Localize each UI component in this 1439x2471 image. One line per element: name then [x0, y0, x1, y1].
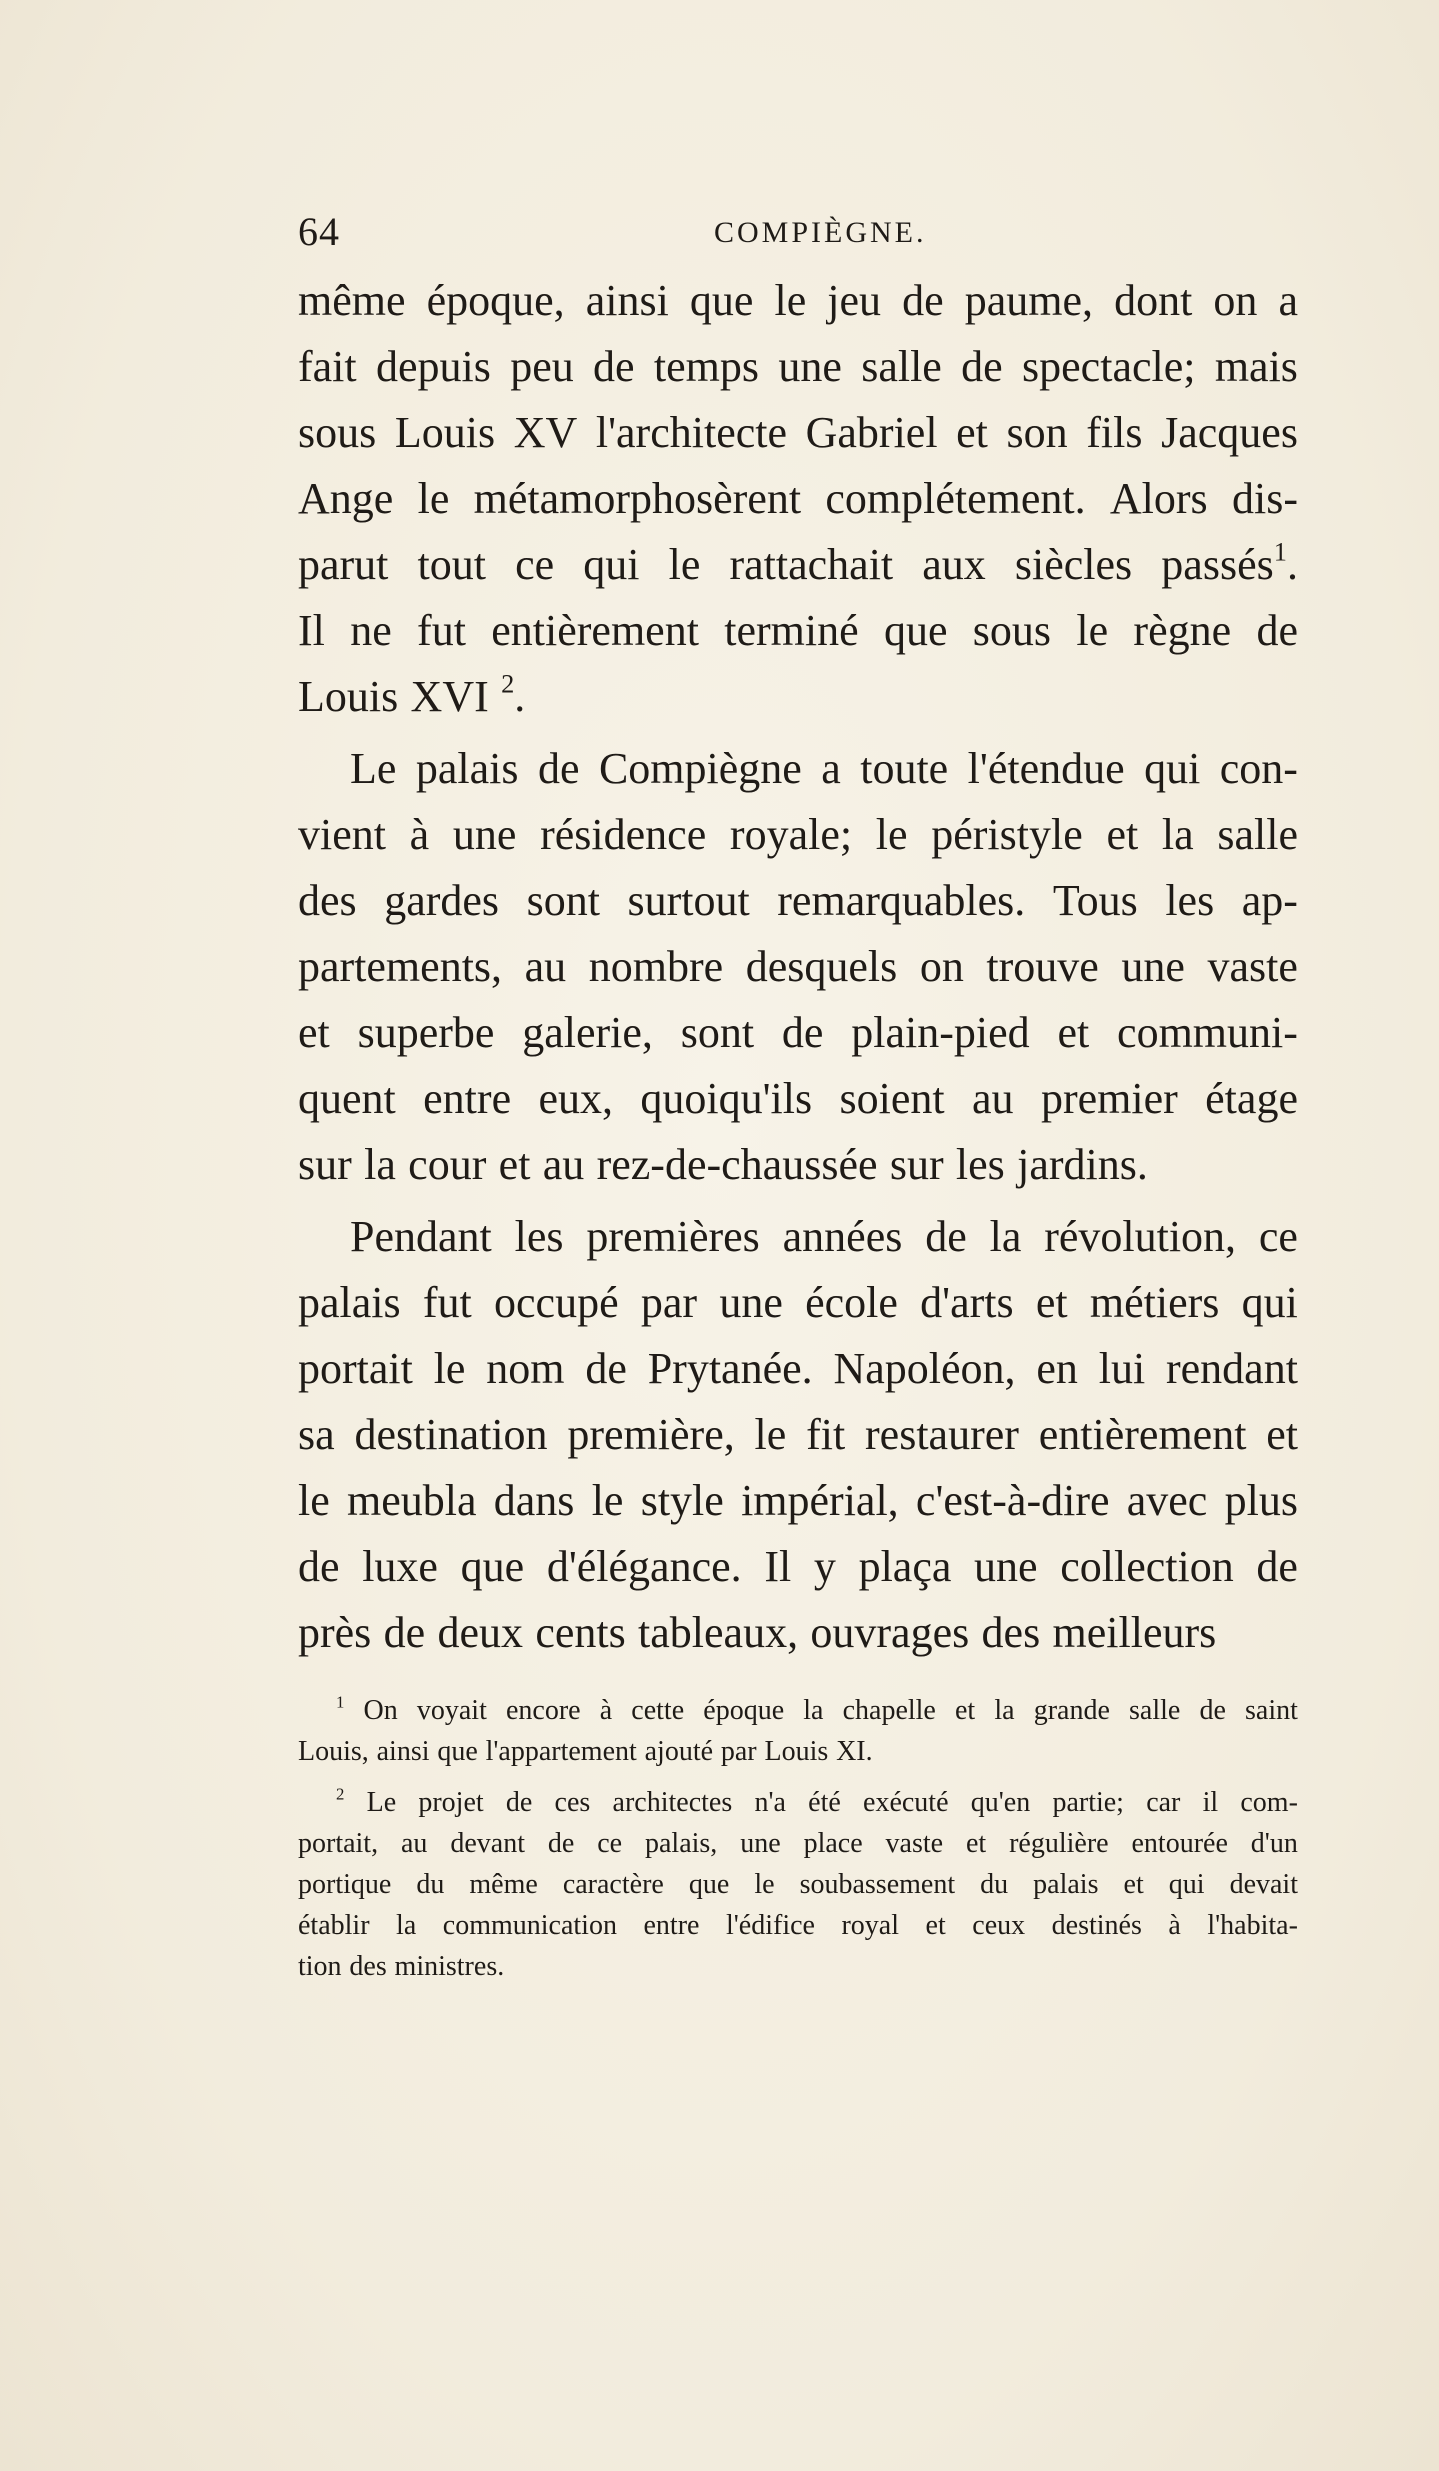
word: au — [524, 942, 567, 991]
word: restaurer — [865, 1410, 1019, 1459]
word: le — [298, 1476, 330, 1525]
word: rattachait — [729, 540, 894, 589]
word: meubla — [347, 1476, 477, 1525]
paragraph-line — [298, 802, 1298, 868]
footnote-line — [298, 1782, 1298, 1823]
paragraph-line — [298, 532, 1298, 598]
word: palais — [1033, 1869, 1099, 1900]
word: Jacques — [1161, 408, 1298, 457]
word: que — [689, 276, 754, 325]
word: établir — [298, 1910, 370, 1941]
page-number: 64 — [298, 209, 340, 254]
paragraph-line — [298, 334, 1298, 400]
word: premières — [586, 1212, 760, 1261]
word: partie; — [1052, 1787, 1124, 1818]
paragraph-line — [298, 1468, 1298, 1534]
word: ainsi — [376, 1736, 430, 1767]
word: Louis — [764, 1736, 829, 1767]
word: les — [1165, 876, 1215, 925]
word: en — [1036, 1344, 1078, 1393]
word: de — [781, 1008, 824, 1057]
word: sur — [298, 1140, 352, 1189]
paragraph-line — [298, 934, 1298, 1000]
word: que — [437, 1736, 478, 1767]
word: ce — [597, 1828, 623, 1859]
word: galerie, — [522, 1008, 653, 1057]
word: Louis — [394, 408, 496, 457]
word: une — [740, 1828, 781, 1859]
word: de — [961, 342, 1003, 391]
paragraph-line — [298, 1600, 1298, 1666]
word: à — [1168, 1910, 1181, 1941]
word: com- — [1240, 1787, 1298, 1818]
word: d'arts — [920, 1278, 1014, 1327]
word: parut — [298, 540, 389, 589]
word: il — [1202, 1787, 1219, 1818]
footnote-1 — [298, 1690, 1298, 1772]
word: Compiègne — [598, 744, 802, 793]
word: dans — [493, 1476, 575, 1525]
word: de — [1256, 606, 1298, 655]
word: de — [1256, 1542, 1298, 1591]
word: architectes — [612, 1787, 733, 1818]
word: sous — [298, 408, 377, 457]
word: destination — [354, 1410, 548, 1459]
word: des — [298, 876, 357, 925]
word: une — [719, 1278, 783, 1327]
word: palais — [415, 744, 519, 793]
word: de — [925, 1212, 967, 1261]
paragraph-line — [298, 868, 1298, 934]
word: une — [452, 810, 517, 859]
word: XVI — [410, 672, 489, 721]
word: et — [956, 408, 988, 457]
word: XV — [513, 408, 578, 457]
word: les — [955, 1140, 1005, 1189]
footnote-line — [298, 1823, 1298, 1864]
word: d'un — [1250, 1828, 1298, 1859]
word: portait, — [298, 1828, 379, 1859]
word: péristyle — [931, 810, 1083, 859]
word: quoiqu'ils — [640, 1074, 813, 1123]
word: occupé — [494, 1278, 619, 1327]
word: de — [902, 276, 944, 325]
word: destinés — [1051, 1910, 1142, 1941]
word: jardins. — [1017, 1140, 1148, 1189]
paragraph-line — [298, 1000, 1298, 1066]
footnotes — [298, 1690, 1298, 1987]
word: collection — [1060, 1542, 1234, 1591]
word: école — [805, 1278, 898, 1327]
word: époque, — [426, 276, 565, 325]
word: saint — [1245, 1695, 1298, 1726]
word: remarquables. — [777, 876, 1026, 925]
word: fut — [422, 1278, 472, 1327]
word: l'édifice — [725, 1910, 815, 1941]
word: des — [981, 1608, 1041, 1657]
word: rendant — [1166, 1344, 1298, 1393]
word: paume, — [964, 276, 1094, 325]
word: même — [469, 1869, 538, 1900]
word: époque — [703, 1695, 785, 1726]
word: entre — [643, 1910, 700, 1941]
word: vaste — [885, 1828, 944, 1859]
word: régulière — [1009, 1828, 1109, 1859]
word: lui — [1098, 1344, 1146, 1393]
word: Le — [350, 744, 397, 793]
word: entre — [423, 1074, 512, 1123]
word: l'appartement — [485, 1736, 637, 1767]
running-head: COMPIÈGNE. — [714, 216, 927, 249]
word: projet — [418, 1787, 484, 1818]
paragraph-3 — [298, 1204, 1298, 1666]
word: son — [1006, 408, 1068, 457]
word: la — [803, 1695, 824, 1726]
word — [336, 1690, 344, 1731]
word: caractère — [562, 1869, 664, 1900]
word: que — [883, 606, 948, 655]
word: a — [821, 744, 841, 793]
word: place — [803, 1828, 863, 1859]
word: jeu — [827, 276, 882, 325]
word: Pendant — [350, 1212, 492, 1261]
word: la — [989, 1212, 1022, 1261]
word: la — [994, 1695, 1015, 1726]
word: voyait — [416, 1695, 487, 1726]
word: devait — [1229, 1869, 1298, 1900]
word: l'habita- — [1207, 1910, 1298, 1941]
word: ainsi — [585, 276, 669, 325]
word: Le — [366, 1787, 397, 1818]
word: sont — [680, 1008, 755, 1057]
word: On — [363, 1695, 398, 1726]
word: à — [599, 1695, 613, 1726]
word: le — [774, 276, 807, 325]
paragraph-line — [298, 736, 1298, 802]
word: sa — [298, 1410, 335, 1459]
word: de — [547, 1828, 575, 1859]
word: y — [813, 1542, 836, 1591]
word: Alors — [1109, 474, 1208, 523]
word: Il — [298, 606, 325, 655]
word: sur — [889, 1140, 944, 1189]
word: entièrement — [491, 606, 699, 655]
word: la — [396, 1910, 417, 1941]
word: de — [1199, 1695, 1226, 1726]
word: cette — [631, 1695, 685, 1726]
word: portait — [298, 1344, 413, 1393]
word: toute — [860, 744, 949, 793]
word: l'architecte — [595, 408, 787, 457]
word: depuis — [375, 342, 491, 391]
word: Il — [764, 1542, 792, 1591]
word: quent — [298, 1074, 396, 1123]
footnote-line — [298, 1690, 1298, 1731]
word: entièrement — [1038, 1410, 1247, 1459]
word: nom — [486, 1344, 565, 1393]
word: à — [409, 810, 430, 859]
word: impérial, — [741, 1476, 899, 1525]
word: tableaux, — [638, 1608, 799, 1657]
word: dis- — [1231, 474, 1298, 523]
word: de — [593, 342, 635, 391]
word: ce — [1258, 1212, 1298, 1261]
word: que — [688, 1869, 730, 1900]
word: cents — [535, 1608, 626, 1657]
word: ajouté — [644, 1736, 714, 1767]
word: règne — [1133, 606, 1232, 655]
word: terminé — [724, 606, 859, 655]
word: par — [640, 1278, 698, 1327]
word: une — [778, 342, 842, 391]
word: résidence — [540, 810, 707, 859]
footnote-line — [298, 1731, 1298, 1772]
word: et — [1057, 1008, 1090, 1057]
word: du — [416, 1869, 445, 1900]
word: sont — [526, 876, 600, 925]
paragraph-line — [298, 1534, 1298, 1600]
word: a — [1278, 276, 1298, 325]
footnote-marker: 2 — [336, 1784, 345, 1804]
word: on — [919, 942, 964, 991]
word: ces — [554, 1787, 591, 1818]
word: qu'en — [970, 1787, 1031, 1818]
paragraph-line — [298, 598, 1298, 664]
word: meilleurs — [1052, 1608, 1217, 1657]
word: sous — [972, 606, 1052, 655]
word: d'élégance. — [546, 1542, 742, 1591]
paragraph-line — [298, 1132, 1298, 1198]
paragraph-1 — [298, 268, 1298, 730]
word: et — [925, 1910, 946, 1941]
word: grande — [1033, 1695, 1110, 1726]
word: desquels — [745, 942, 898, 991]
paragraph-line — [298, 1336, 1298, 1402]
word: n'a — [754, 1787, 786, 1818]
word: Gabriel — [805, 408, 938, 457]
word: palais, — [645, 1828, 718, 1859]
word: et — [1123, 1869, 1144, 1900]
word: plus — [1224, 1476, 1298, 1525]
word: le — [754, 1410, 787, 1459]
word: salle — [1217, 810, 1298, 859]
word: tout — [417, 540, 486, 589]
word: ceux — [972, 1910, 1026, 1941]
word: soient — [839, 1074, 945, 1123]
word: Napoléon, — [833, 1344, 1016, 1393]
word: nombre — [588, 942, 724, 991]
word: aux — [922, 540, 986, 589]
word: Prytanée. — [647, 1344, 813, 1393]
word: Tous — [1052, 876, 1138, 925]
word: qui — [1241, 1278, 1298, 1327]
word: même — [298, 276, 406, 325]
footnote-2 — [298, 1782, 1298, 1987]
word: $^2$. — [501, 668, 526, 721]
word: temps — [653, 342, 760, 391]
word: été — [808, 1787, 841, 1818]
word: Louis — [298, 672, 399, 721]
word: mais — [1214, 342, 1298, 391]
word: soubassement — [799, 1869, 956, 1900]
word: qui — [1144, 744, 1201, 793]
paragraph-line — [298, 1066, 1298, 1132]
word: que — [460, 1542, 525, 1591]
word: du — [980, 1869, 1009, 1900]
word — [336, 1782, 344, 1823]
word: la — [1161, 810, 1194, 859]
footnote-marker: 1 — [336, 1692, 345, 1712]
word: on — [1213, 276, 1258, 325]
word: au — [401, 1828, 428, 1859]
word: et — [298, 1008, 330, 1057]
word: royale; — [729, 810, 853, 859]
paragraph-line — [298, 1402, 1298, 1468]
paragraph-line — [298, 664, 1298, 730]
word: fait — [298, 342, 357, 391]
word: chapelle — [842, 1695, 936, 1726]
word: première, — [567, 1410, 735, 1459]
word: métamorphosèrent — [473, 474, 802, 523]
word: rez-de-chaussée — [596, 1140, 878, 1189]
word: le — [668, 540, 701, 589]
word: devant — [450, 1828, 525, 1859]
word: communication — [442, 1910, 617, 1941]
word: le — [417, 474, 450, 523]
word: et — [955, 1695, 976, 1726]
word: l'étendue — [967, 744, 1125, 793]
word: près — [298, 1608, 372, 1657]
body-text — [298, 268, 1298, 1666]
word: de — [298, 1542, 340, 1591]
word: la — [364, 1140, 396, 1189]
footnote-line — [298, 1946, 1298, 1987]
word: vient — [298, 810, 386, 859]
footnote-line — [298, 1864, 1298, 1905]
word: c'est-à-dire — [915, 1476, 1110, 1525]
word: révolution, — [1044, 1212, 1237, 1261]
word: les — [514, 1212, 564, 1261]
word: et — [1106, 810, 1139, 859]
paragraph-line — [298, 268, 1298, 334]
word: portique — [298, 1869, 392, 1900]
word: de — [505, 1787, 533, 1818]
word: deux — [437, 1608, 523, 1657]
word: de — [585, 1344, 627, 1393]
word: siècles — [1014, 540, 1133, 589]
word: le — [591, 1476, 624, 1525]
word: et — [965, 1828, 987, 1859]
word: eux, — [538, 1074, 614, 1123]
word: et — [1266, 1410, 1298, 1459]
word: qui — [583, 540, 640, 589]
word: tion — [298, 1951, 342, 1982]
word: XI. — [836, 1736, 873, 1767]
word: métiers — [1089, 1278, 1220, 1327]
word: peu — [510, 342, 574, 391]
word: le — [433, 1344, 466, 1393]
word: et — [498, 1140, 531, 1189]
word: plaça — [858, 1542, 952, 1591]
word: de — [537, 744, 580, 793]
footnote-marker: 1 — [1273, 536, 1287, 567]
footnote-line — [298, 1905, 1298, 1946]
word: Ange — [298, 474, 394, 523]
word: passés$^1$. — [1161, 536, 1298, 589]
word: royal — [841, 1910, 900, 1941]
word: vaste — [1207, 942, 1298, 991]
word: des — [349, 1951, 387, 1982]
word: une — [1121, 942, 1185, 991]
word: salle — [1129, 1695, 1181, 1726]
page-header — [298, 208, 1298, 258]
word: années — [782, 1212, 903, 1261]
word: luxe — [362, 1542, 438, 1591]
word: superbe — [357, 1008, 495, 1057]
word: le — [875, 810, 908, 859]
word: le — [1076, 606, 1109, 655]
word: surtout — [627, 876, 750, 925]
word: salle — [861, 342, 942, 391]
paragraph-line — [298, 400, 1298, 466]
word: ministres. — [394, 1951, 505, 1982]
word: dont — [1114, 276, 1193, 325]
paragraph-line — [298, 466, 1298, 532]
word: cour — [408, 1140, 487, 1189]
word: au — [972, 1074, 1014, 1123]
word: avec — [1126, 1476, 1208, 1525]
paragraph-2 — [298, 736, 1298, 1198]
word: gardes — [384, 876, 500, 925]
word: premier — [1040, 1074, 1178, 1123]
word: fit — [806, 1410, 846, 1459]
word: le — [754, 1869, 775, 1900]
word: ne — [350, 606, 392, 655]
word: une — [974, 1542, 1038, 1591]
word: exécuté — [863, 1787, 949, 1818]
word: encore — [506, 1695, 581, 1726]
word: ap- — [1241, 876, 1298, 925]
word: car — [1146, 1787, 1181, 1818]
footnote-spacer — [298, 1772, 1298, 1782]
word: communi- — [1117, 1008, 1298, 1057]
word: complétement. — [825, 474, 1086, 523]
word: entourée — [1131, 1828, 1228, 1859]
word: con- — [1219, 744, 1298, 793]
word: de — [383, 1608, 426, 1657]
paragraph-line — [298, 1270, 1298, 1336]
word: et — [1035, 1278, 1068, 1327]
word: trouve — [986, 942, 1099, 991]
word: Louis, — [298, 1736, 369, 1767]
word: spectacle; — [1022, 342, 1196, 391]
word: palais — [298, 1278, 401, 1327]
word: par — [720, 1736, 757, 1767]
word: ouvrages — [810, 1608, 970, 1657]
word: fut — [417, 606, 466, 655]
word: ce — [515, 540, 555, 589]
footnote-marker: 2 — [501, 668, 515, 699]
paragraph-line — [298, 1204, 1298, 1270]
word: qui — [1168, 1869, 1205, 1900]
word: style — [640, 1476, 724, 1525]
word: fils — [1086, 408, 1143, 457]
word: au — [542, 1140, 585, 1189]
word: partements, — [298, 942, 503, 991]
word: plain-pied — [851, 1008, 1030, 1057]
word: étage — [1205, 1074, 1298, 1123]
